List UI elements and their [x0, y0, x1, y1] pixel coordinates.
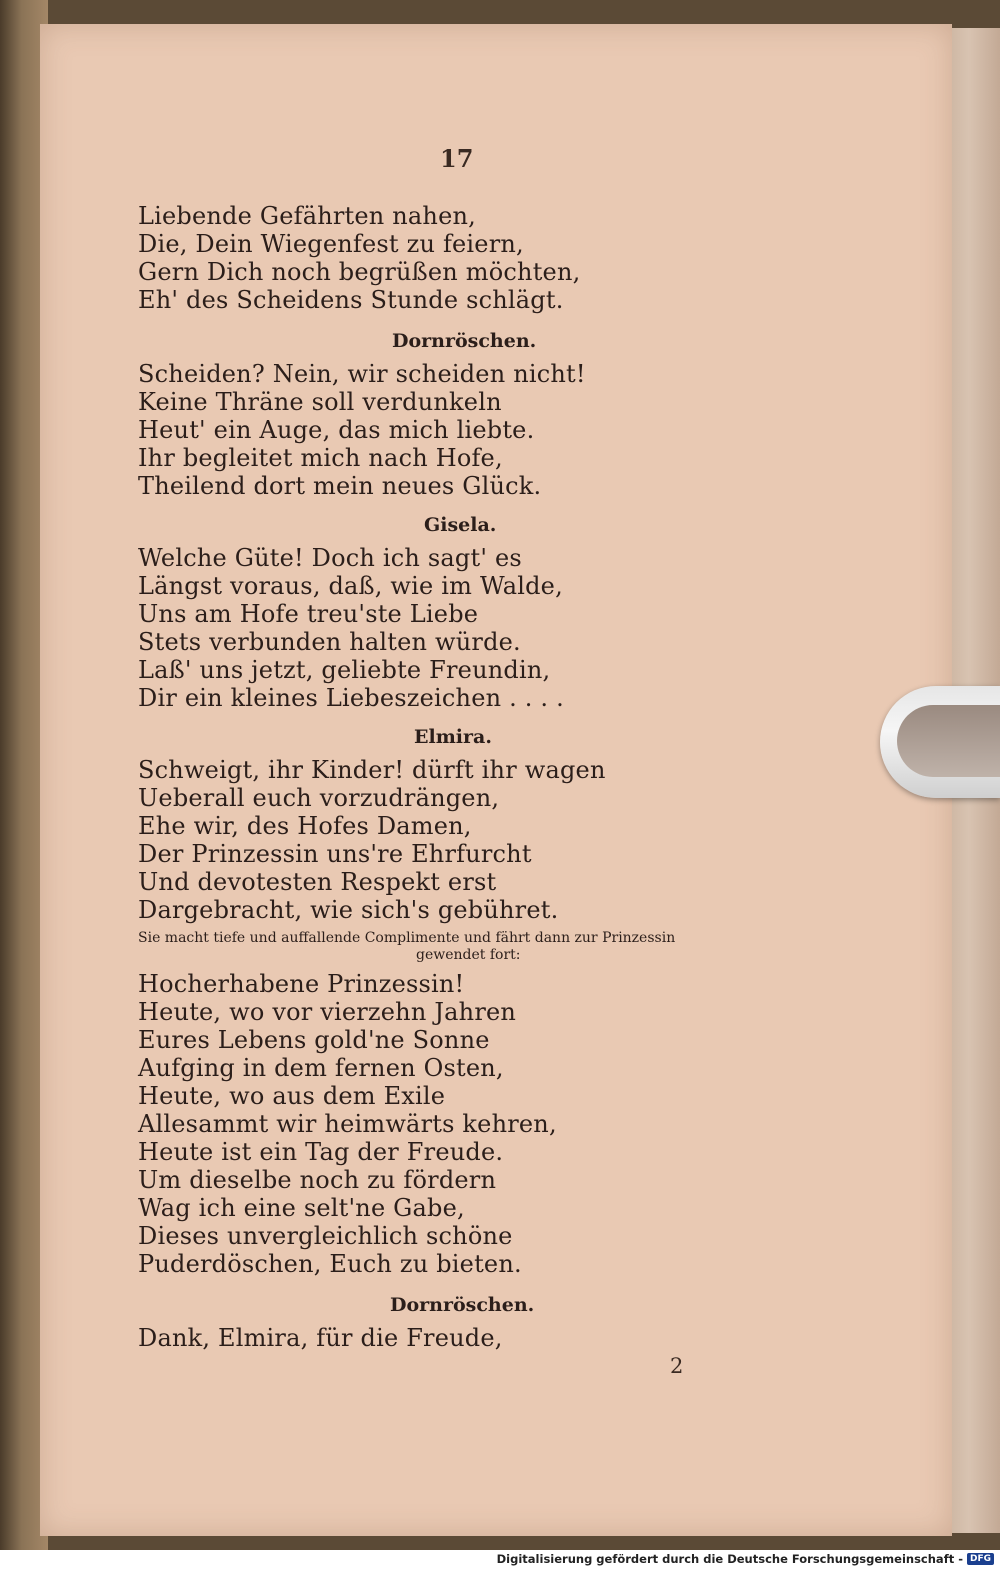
verse-line: Dargebracht, wie sich's gebühret.: [138, 896, 559, 924]
verse-line: Schweigt, ihr Kinder! dürft ihr wagen: [138, 756, 606, 784]
verse-line: Heute, wo aus dem Exile: [138, 1082, 446, 1110]
verse-line: Wag ich eine selt'ne Gabe,: [138, 1194, 465, 1222]
verse-line: Dir ein kleines Liebeszeichen . . . .: [138, 684, 564, 712]
verse-line: Welche Güte! Doch ich sagt' es: [138, 544, 522, 572]
footer-credit: [497, 1552, 994, 1566]
verse-line: Längst voraus, daß, wie im Walde,: [138, 572, 563, 600]
verse-line: Puderdöschen, Euch zu bieten.: [138, 1250, 522, 1278]
dfg-logo: DFG: [967, 1553, 994, 1565]
verse-line: Die, Dein Wiegenfest zu feiern,: [138, 230, 524, 258]
speaker-name: Gisela.: [424, 514, 497, 536]
verse-line: Ueberall euch vorzudrängen,: [138, 784, 500, 812]
stage-direction-line: Sie macht tiefe und auffallende Complimente und fährt dann zur Prinzessin: [138, 930, 676, 946]
verse-line: Gern Dich noch begrüßen möchten,: [138, 258, 581, 286]
verse-line: Dank, Elmira, für die Freude,: [138, 1324, 503, 1352]
verse-line: Liebende Gefährten nahen,: [138, 202, 476, 230]
verse-line: Ihr begleitet mich nach Hofe,: [138, 444, 503, 472]
verse-line: Allesammt wir heimwärts kehren,: [138, 1110, 557, 1138]
verse-line: Theilend dort mein neues Glück.: [138, 472, 542, 500]
speaker-name: Dornröschen.: [390, 1294, 535, 1316]
verse-line: Stets verbunden halten würde.: [138, 628, 521, 656]
verse-line: Scheiden? Nein, wir scheiden nicht!: [138, 360, 586, 388]
verse-line: Der Prinzessin uns're Ehrfurcht: [138, 840, 532, 868]
verse-line: Um dieselbe noch zu fördern: [138, 1166, 497, 1194]
footer-text: Digitalisierung gefördert durch die Deutsche Forschungsgemeinschaft -: [496, 1552, 963, 1566]
verse-line: Uns am Hofe treu'ste Liebe: [138, 600, 479, 628]
verse-line: Hocherhabene Prinzessin!: [138, 970, 465, 998]
verse-line: Dieses unvergleichlich schöne: [138, 1222, 513, 1250]
verse-line: Heute ist ein Tag der Freude.: [138, 1138, 504, 1166]
stage-direction-line: gewendet fort:: [416, 947, 521, 963]
bookmark-tab-inner: [897, 705, 1000, 777]
verse-line: Aufging in dem fernen Osten,: [138, 1054, 504, 1082]
verse-line: Ehe wir, des Hofes Damen,: [138, 812, 472, 840]
signature-mark: 2: [670, 1354, 684, 1378]
verse-line: Keine Thräne soll verdunkeln: [138, 388, 502, 416]
verse-line: Heute, wo vor vierzehn Jahren: [138, 998, 517, 1026]
verse-line: Heut' ein Auge, das mich liebte.: [138, 416, 535, 444]
verse-line: Und devotesten Respekt erst: [138, 868, 497, 896]
verse-line: Eures Lebens gold'ne Sonne: [138, 1026, 490, 1054]
page-number: 17: [440, 144, 474, 173]
speaker-name: Elmira.: [414, 726, 492, 748]
verse-line: Laß' uns jetzt, geliebte Freundin,: [138, 656, 551, 684]
speaker-name: Dornröschen.: [392, 330, 537, 352]
verse-line: Eh' des Scheidens Stunde schlägt.: [138, 286, 564, 314]
